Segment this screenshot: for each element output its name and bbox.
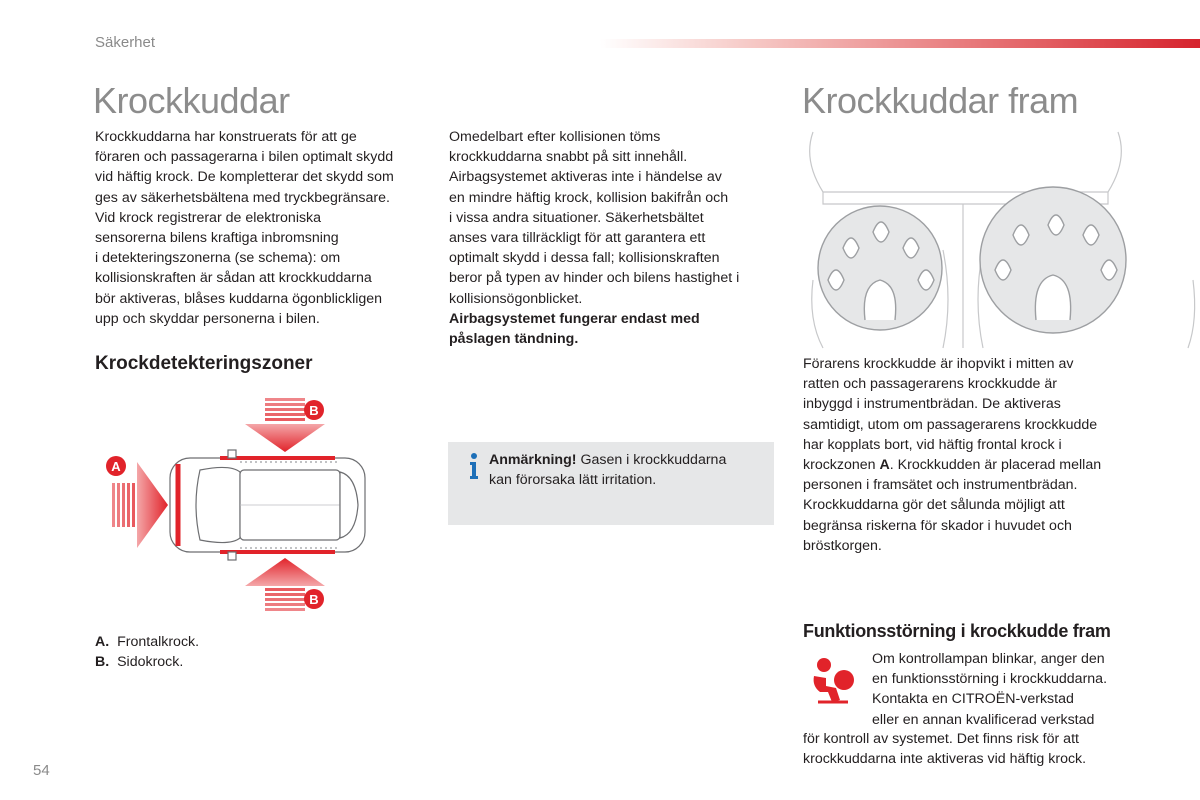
malfunction-heading: Funktionsstörning i krockkudde fram <box>803 621 1111 641</box>
svg-text:B: B <box>309 592 319 607</box>
car-top-view <box>170 450 365 560</box>
front-airbags-paragraph: Förarens krockkudde är ihopvikt i mitten av ratten och passagerarens krockkudde är inbyggd i instrumentbrädan. De aktiveras samtidigt, utom om passagerarens krockkudde har kopplats bort, vid häftig frontal krock i krockzonen A. Krockkudden är placerad mellan personen i framsätet och instrumentbrädan. Krockkuddarna gör det sålunda möjligt att begränsa riskerna för skador i huvudet och bröstkorgen. <box>803 356 1102 554</box>
front-airbags-title: Krockkuddar fram <box>802 80 1079 121</box>
svg-text:A: A <box>111 459 121 474</box>
legend-item-a: A. Frontalkrock. <box>95 634 200 650</box>
malfunction-paragraph-tail: för kontroll av systemet. Det finns risk för att krockkuddarna inte aktiveras vid häftig krock. <box>803 731 1087 768</box>
detection-zones-heading: Krockdetekteringszoner <box>95 353 313 374</box>
header-accent-bar <box>600 39 1200 48</box>
info-icon <box>467 452 481 480</box>
section-label: Säkerhet <box>95 34 156 51</box>
note-text: Anmärkning! Gasen i krockkuddarna kan förorsaka lätt irritation. <box>489 452 727 488</box>
page-number: 54 <box>33 762 50 779</box>
front-airbags-illustration <box>803 130 1200 350</box>
intro-paragraph: Krockkuddarna har konstruerats för att ge föraren och passagerarna i bilen optimalt skydd vid häftig krock. De kompletterar det skydd som ges av säkerhetsbältena med tryckbegränsare. Vid krock registrerar de elektroniska sensorerna bilens kraftiga inbromsning i detekteringszonerna (se schema): om kollisionskraften är sådan att krockkuddarna bör aktiveras, blåses kuddarna ögonblickligen upp och skyddar personerna i bilen. <box>95 129 394 327</box>
airbag-warning-icon <box>808 656 856 706</box>
malfunction-paragraph: Om kontrollampan blinkar, anger den en funktionsstörning i krockkuddarna. Kontakta en CITROËN-verkstad eller en annan kvalificerad verkstad <box>872 651 1108 728</box>
deflation-paragraph: Omedelbart efter kollisionen töms krockkuddarna snabbt på sitt innehåll. Airbagsystemet aktiveras inte i händelse av en mindre häftig krock, kollision bakifrån och i vissa andra situationer. Säkerhetsbältet anses vara tillräckligt för att garantera ett optimalt skydd i dessa fall; kollisionskraften beror på typen av hinder och bilens hastighet i kollisionsögonblicket. Airbagsystemet fungerar endast med påslagen tändning. <box>449 129 740 348</box>
page-title: Krockkuddar <box>93 80 290 121</box>
legend-item-b: B. Sidokrock. <box>95 654 184 670</box>
collision-zones-diagram <box>100 390 400 620</box>
passenger-airbag <box>980 187 1126 333</box>
svg-text:B: B <box>309 403 319 418</box>
driver-airbag <box>818 206 942 330</box>
